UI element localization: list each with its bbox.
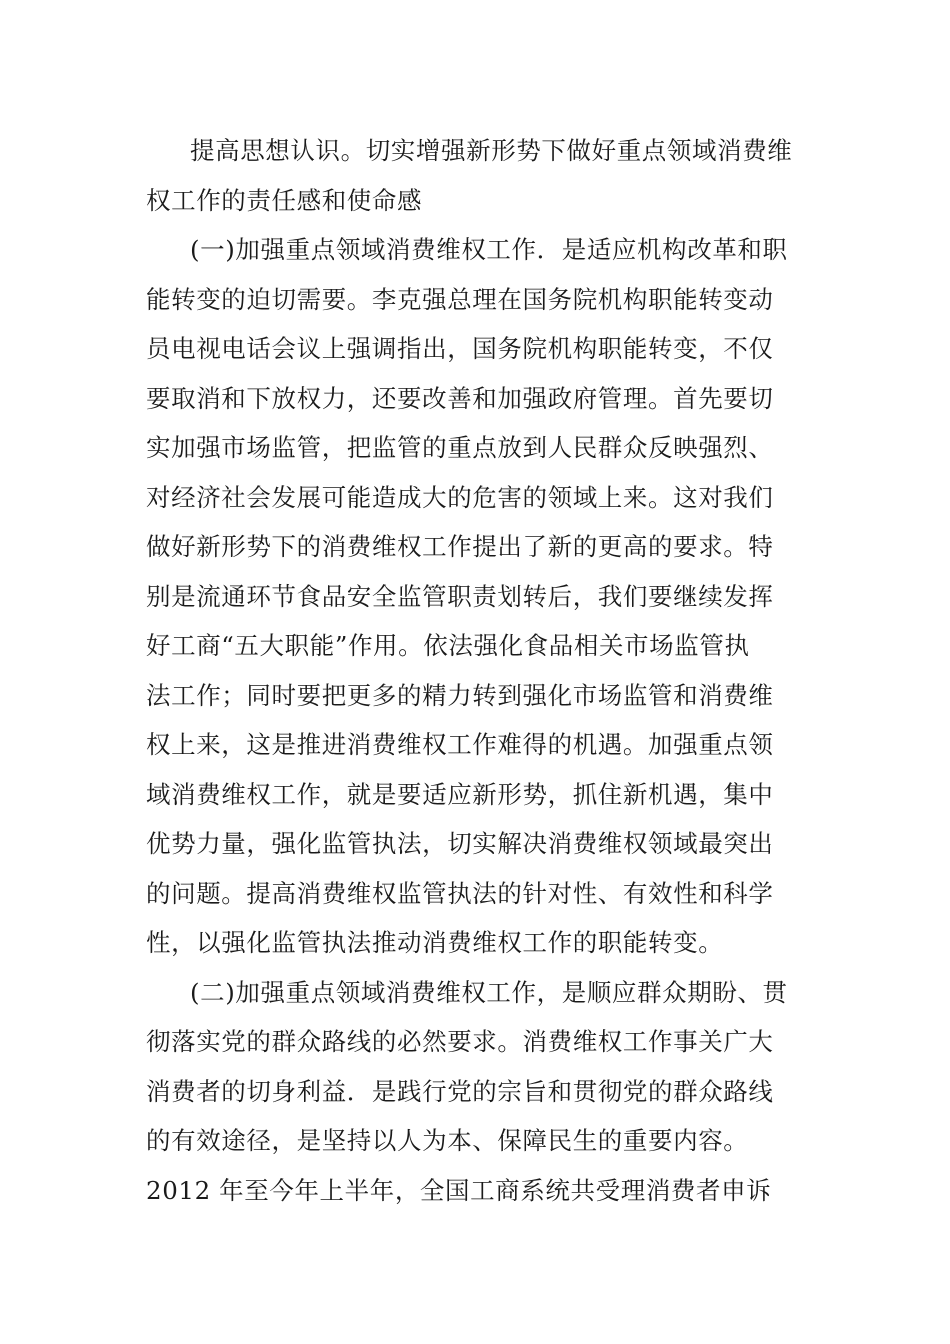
text-line-paragraph-2-start: (二)加强重点领域消费维权工作，是顺应群众期盼、贯 xyxy=(190,977,788,1007)
text-line: 对经济社会发展可能造成大的危害的领域上来。这对我们 xyxy=(146,482,774,512)
text-line: 域消费维权工作，就是要适应新形势，抓住新机遇，集中 xyxy=(146,779,774,809)
text-line: 好工商“五大职能”作用。依法强化食品相关市场监管执 xyxy=(146,631,750,660)
body-text xyxy=(146,126,806,1215)
text-line: 做好新形势下的消费维权工作提出了新的更高的要求。特 xyxy=(146,532,774,561)
text-line: 2012 年至今年上半年，全国工商系统共受理消费者申诉 xyxy=(146,1175,772,1205)
text-line: 能转变的迫切需要。李克强总理在国务院机构职能转变动 xyxy=(146,284,774,314)
text-line: 彻落实党的群众路线的必然要求。消费维权工作事关广大 xyxy=(146,1027,774,1056)
text-line: 实加强市场监管，把监管的重点放到人民群众反映强烈、 xyxy=(146,433,774,462)
text-line-paragraph-1-start: (一)加强重点领域消费维权工作．是适应机构改革和职 xyxy=(190,235,788,264)
text-line: 的问题。提高消费维权监管执法的针对性、有效性和科学 xyxy=(146,878,774,908)
text-line: 消费者的切身利益．是践行党的宗旨和贯彻党的群众路线 xyxy=(146,1076,774,1106)
text-line: 别是流通环节食品安全监管职责划转后，我们要继续发挥 xyxy=(146,581,774,611)
text-line: 权工作的责任感和使命感 xyxy=(146,185,423,215)
text-line: 员电视电话会议上强调指出，国务院机构职能转变，不仅 xyxy=(146,334,774,363)
text-line: 要取消和下放权力，还要改善和加强政府管理。首先要切 xyxy=(146,383,774,413)
text-line: 优势力量，强化监管执法，切实解决消费维权领域最突出 xyxy=(146,829,774,858)
text-line: 法工作；同时要把更多的精力转到强化市场监管和消费维 xyxy=(146,680,774,710)
text-line: 性，以强化监管执法推动消费维权工作的职能转变。 xyxy=(146,928,724,957)
text-line: 的有效途径，是坚持以人为本、保障民生的重要内容。 xyxy=(146,1126,749,1155)
text-line-heading: 提高思想认识。切实增强新形势下做好重点领域消费维 xyxy=(190,136,793,165)
text-line: 权上来，这是推进消费维权工作难得的机遇。加强重点领 xyxy=(146,730,774,759)
